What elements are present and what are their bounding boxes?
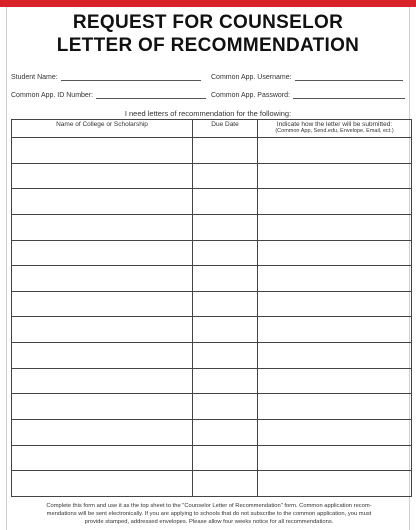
college-cell[interactable] [12,240,193,266]
due-date-cell[interactable] [193,445,258,471]
footer-line3: provide stamped, addressed envelopes. Please allow four weeks notice for all recommendations. [84,519,334,525]
common-app-id-field[interactable] [11,92,206,99]
student-name-field[interactable] [11,74,201,81]
table-row [12,163,412,189]
college-cell[interactable] [12,189,193,215]
due-date-cell[interactable] [193,368,258,394]
common-app-id-line[interactable] [96,92,206,99]
method-cell[interactable] [258,138,412,164]
method-cell[interactable] [258,214,412,240]
due-date-cell[interactable] [193,291,258,317]
form-title-line1: REQUEST FOR COUNSELOR [72,12,344,33]
college-cell[interactable] [12,266,193,292]
method-cell[interactable] [258,266,412,292]
method-cell[interactable] [258,471,412,497]
red-header-bar [0,0,416,7]
student-name-line[interactable] [61,74,201,81]
common-app-password-line[interactable] [293,92,405,99]
due-date-cell[interactable] [193,394,258,420]
method-cell[interactable] [258,317,412,343]
header-college: Name of College or Scholarship [12,120,193,138]
common-app-username-field[interactable] [211,74,403,81]
footer-instructions [14,502,404,526]
table-row [12,394,412,420]
college-cell[interactable] [12,343,193,369]
header-submission-method [258,120,412,138]
header-method-sublabel: (Common App, Send.edu, Envelope, Email, ect.) [275,128,394,134]
method-cell[interactable] [258,420,412,446]
method-cell[interactable] [258,445,412,471]
college-cell[interactable] [12,163,193,189]
due-date-cell[interactable] [193,163,258,189]
due-date-cell[interactable] [193,138,258,164]
table-header-row [12,120,412,138]
method-cell[interactable] [258,189,412,215]
header-due-date: Due Date [193,120,258,138]
due-date-cell[interactable] [193,471,258,497]
college-cell[interactable] [12,445,193,471]
table-row [12,266,412,292]
college-cell[interactable] [12,420,193,446]
common-app-password-field[interactable] [211,92,405,99]
method-cell[interactable] [258,368,412,394]
method-cell[interactable] [258,163,412,189]
method-cell[interactable] [258,394,412,420]
table-row [12,343,412,369]
college-cell[interactable] [12,471,193,497]
method-cell[interactable] [258,240,412,266]
table-row [12,189,412,215]
due-date-cell[interactable] [193,240,258,266]
table-intro: I need letters of recommendation for the following: [124,109,292,118]
college-cell[interactable] [12,291,193,317]
college-cell[interactable] [12,394,193,420]
college-cell[interactable] [12,368,193,394]
due-date-cell[interactable] [193,343,258,369]
recommendation-table [11,119,412,497]
header-method-label: Indicate how the letter will be submitted: [276,121,393,128]
due-date-cell[interactable] [193,266,258,292]
footer-line1: Complete this form and use it as the top sheet to the "Counselor Letter of Recommendation" form. Common application recom- [46,503,372,509]
due-date-cell[interactable] [193,214,258,240]
table-row [12,291,412,317]
footer-line2: mendations will be sent electronically. If you are applying to schools that do not subscribe to the common application, you must [46,511,372,517]
table-row [12,368,412,394]
form-title-line2: LETTER OF RECOMMENDATION [56,35,360,56]
common-app-username-line[interactable] [295,74,403,81]
table-row [12,138,412,164]
table-row [12,420,412,446]
due-date-cell[interactable] [193,317,258,343]
college-cell[interactable] [12,138,193,164]
table-row [12,214,412,240]
common-app-username-label: Common App. Username: [211,74,292,81]
table-row [12,471,412,497]
college-cell[interactable] [12,214,193,240]
student-name-label: Student Name: [11,74,58,81]
due-date-cell[interactable] [193,189,258,215]
method-cell[interactable] [258,343,412,369]
table-row [12,445,412,471]
common-app-password-label: Common App. Password: [211,92,290,99]
table-row [12,317,412,343]
college-cell[interactable] [12,317,193,343]
common-app-id-label: Common App. ID Number: [11,92,94,99]
table-row [12,240,412,266]
due-date-cell[interactable] [193,420,258,446]
method-cell[interactable] [258,291,412,317]
